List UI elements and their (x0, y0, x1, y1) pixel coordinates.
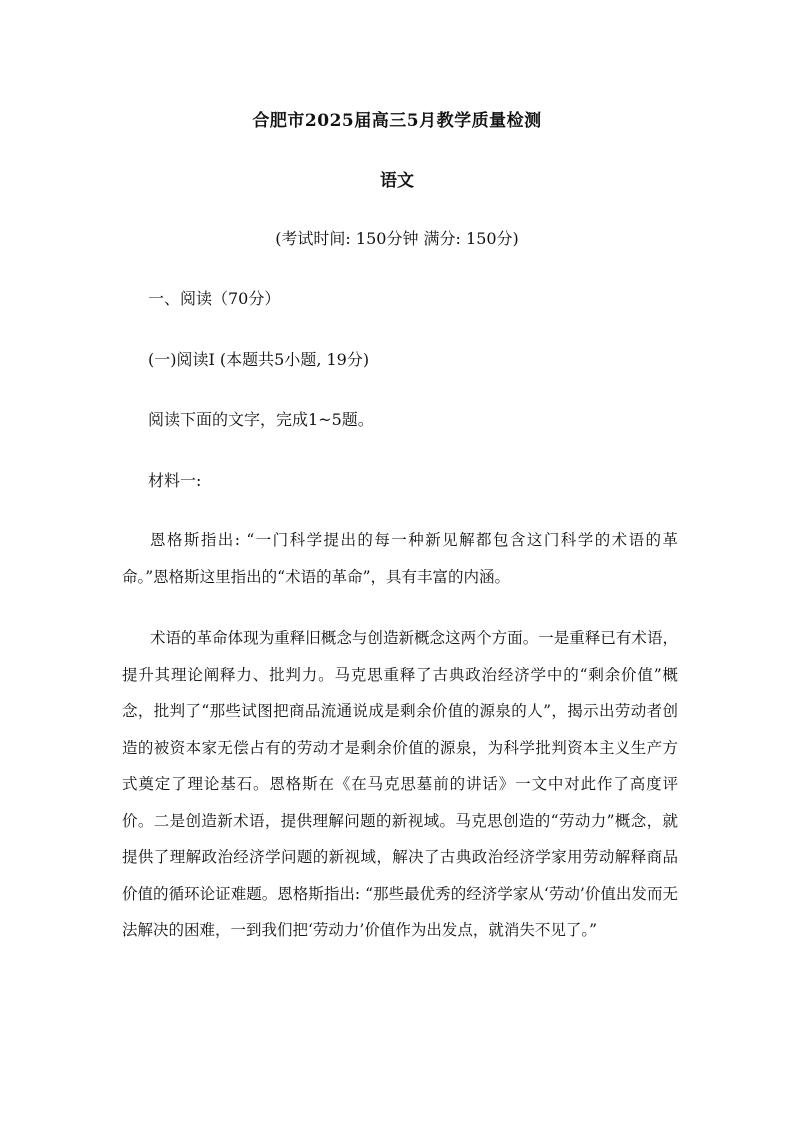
reading-instruction: 阅读下面的文字，完成1~5题。 (148, 410, 374, 429)
document-title: 合肥市2025届高三5月教学质量检测 (252, 111, 542, 131)
subject-title: 语文 (380, 171, 414, 191)
section-heading: 一、阅读（70分） (148, 289, 281, 308)
paragraph-2: 术语的革命体现为重释旧概念与创造新概念这两个方面。一是重释已有术语，提升其理论阐释力、批判力。马克思重释了古典政治经济学中的“剩余价值”概念，批判了“那些试图把商品流通说成是剩余价值的源泉的人”，揭示出劳动者创造的被资本家无偿占有的劳动才是剩余价值的源泉，为科学批判资本主义生产方式奠定了理论基石。恩格斯在《在马克思墓前的讲话》一文中对此作了高度评价。二是创造新术语，提供理解问题的新视域。马克思创造的“劳动力”概念，就提供了理解政治经济学问题的新视域，解决了古典政治经济学家用劳动解释商品价值的循环论证难题。恩格斯指出: “那些最优秀的经济学家从‘劳动’价值出发而无法解决的困难，一到我们把‘劳动力’价值作为出发点，就消失不见了。” (122, 629, 678, 939)
paragraph-1: 恩格斯指出: “一门科学提出的每一种新见解都包含这门科学的术语的革命。”恩格斯这里指出的“术语的革命”，具有丰富的内涵。 (122, 531, 678, 586)
material-label: 材料一: (148, 471, 202, 490)
exam-info: (考试时间: 150分钟 满分: 150分) (275, 229, 519, 248)
sub-section-heading: (一)阅读Ⅰ (本题共5小题, 19分) (148, 350, 370, 369)
